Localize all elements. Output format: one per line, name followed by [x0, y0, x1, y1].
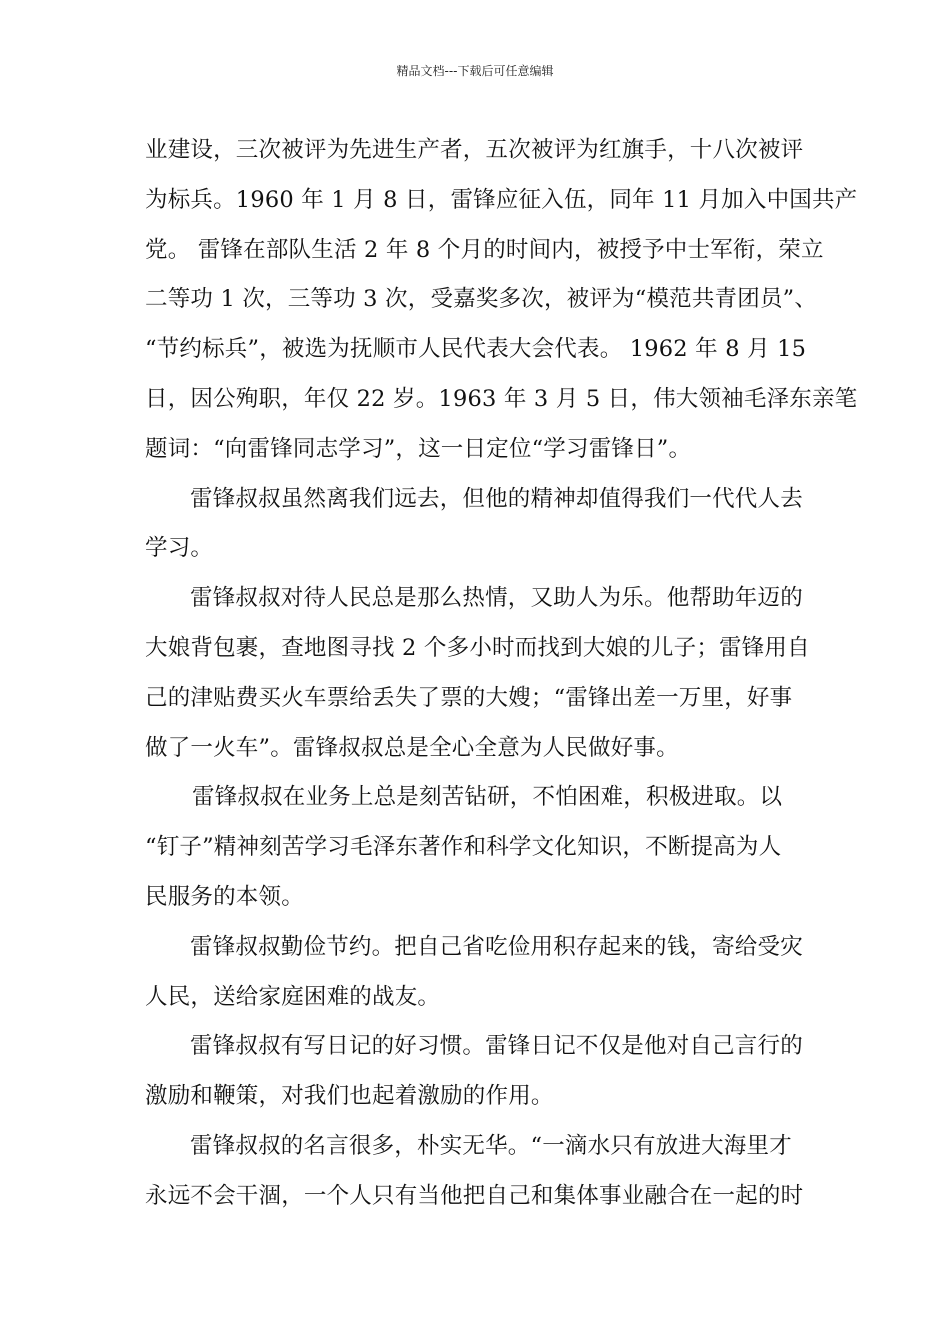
paragraph-line: 永远不会干涸，一个人只有当他把自己和集体事业融合在一起的时 — [145, 1182, 804, 1209]
paragraph-line: 民服务的本领。 — [145, 883, 304, 910]
paragraph-line: “钉子”精神刻苦学习毛泽东著作和科学文化知识，不断提高为人 — [145, 834, 782, 861]
paragraph-first-line: 雷锋叔叔的名言很多，朴实无华。“一滴水只有放进大海里才 — [190, 1132, 792, 1159]
paragraph-line: “节约标兵”，被选为抚顺市人民代表大会代表。 1962 年 8 月 15 — [145, 336, 807, 363]
page-header: 精品文档---下载后可任意编辑 — [396, 64, 554, 78]
paragraph-first-line: 雷锋叔叔对待人民总是那么热情，又助人为乐。他帮助年迈的 — [190, 585, 803, 612]
paragraph-line: 人民，送给家庭困难的战友。 — [145, 983, 441, 1010]
paragraph-line: 二等功 1 次，三等功 3 次，受嘉奖多次，被评为“模范共青团员”、 — [145, 286, 818, 313]
paragraph-line: 己的津贴费买火车票给丢失了票的大嫂；“雷锋出差一万里，好事 — [145, 684, 793, 711]
paragraph-line: 学习。 — [145, 535, 214, 562]
paragraph-line: 激励和鞭策，对我们也起着激励的作用。 — [145, 1083, 554, 1110]
paragraph-line: 做了一火车”。雷锋叔叔总是全心全意为人民做好事。 — [145, 734, 679, 761]
document-body — [145, 126, 858, 1222]
paragraph-line: 业建设，三次被评为先进生产者，五次被评为红旗手，十八次被评 — [145, 137, 804, 163]
paragraph-first-line: 雷锋叔叔在业务上总是刻苦钻研，不怕困难，积极进取。以 — [192, 784, 783, 811]
paragraph-first-line: 雷锋叔叔有写日记的好习惯。雷锋日记不仅是他对自己言行的 — [190, 1033, 803, 1060]
paragraph-line: 题词：“向雷锋同志学习”，这一日定位“学习雷锋日”。 — [145, 435, 692, 462]
paragraph-line: 党。 雷锋在部队生活 2 年 8 个月的时间内，被授予中士军衔，荣立 — [145, 236, 824, 263]
paragraph-line: 大娘背包裹，查地图寻找 2 个多小时而找到大娘的儿子；雷锋用自 — [145, 634, 810, 661]
paragraph-line: 为标兵。1960 年 1 月 8 日，雷锋应征入伍，同年 11 月加入中国共产 — [145, 186, 858, 213]
paragraph-first-line: 雷锋叔叔虽然离我们远去，但他的精神却值得我们一代代人去 — [190, 485, 803, 512]
paragraph-line: 日，因公殉职，年仅 22 岁。1963 年 3 月 5 日，伟大领袖毛泽东亲笔 — [145, 385, 858, 412]
paragraph-first-line: 雷锋叔叔勤俭节约。把自己省吃俭用积存起来的钱，寄给受灾 — [190, 933, 803, 960]
